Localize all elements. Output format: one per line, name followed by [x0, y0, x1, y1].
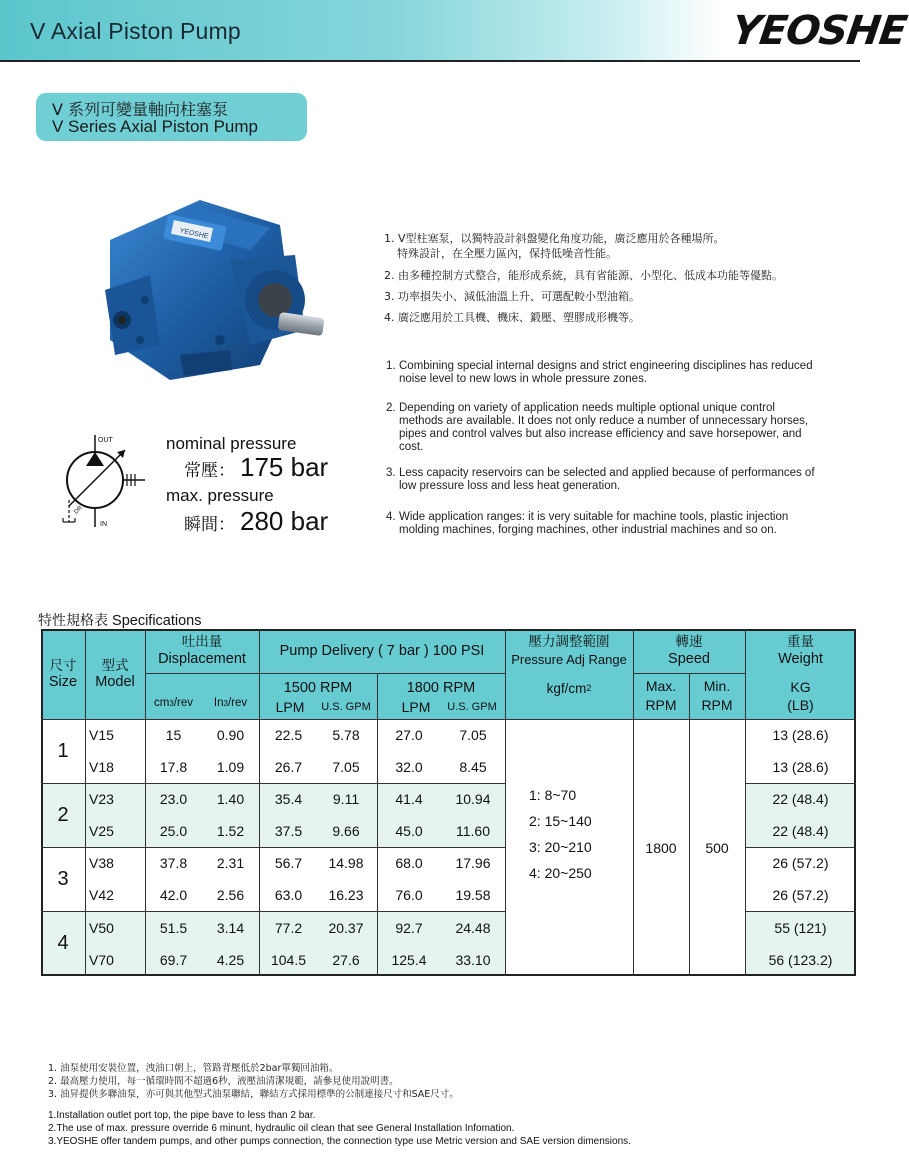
max-pressure-label: max. pressure — [166, 486, 274, 505]
lpm1500-cell: 37.5 — [274, 823, 303, 839]
feature-en-text: Less capacity reservoirs can be selected and applied because of performances of low pressure loss and less heat generation. — [399, 467, 815, 492]
lpm1500-cell: 77.2 — [274, 920, 303, 936]
model-cell: V18 — [89, 759, 114, 775]
header-max-rpm: RPM — [645, 697, 677, 713]
weight-cell: 22 (48.4) — [772, 791, 829, 807]
series-title-zh: V 系列可變量軸向柱塞泵 — [52, 100, 229, 119]
note-en-2: 2.The use of max. pressure override 6 minunt, hydraulic oil clean that see General Installation Infomation. — [48, 1123, 515, 1134]
cm3-cell: 15 — [165, 727, 182, 743]
header-lb: (LB) — [787, 697, 814, 713]
model-cell: V42 — [89, 887, 114, 903]
pump-hydraulic-symbol-icon — [55, 430, 155, 530]
cm3-cell: 37.8 — [159, 855, 188, 871]
col-line-size — [85, 629, 86, 976]
lpm1500-cell: 22.5 — [274, 727, 303, 743]
header-weight-en: Weight — [778, 651, 823, 667]
header-pressure-range — [505, 629, 633, 673]
in3-cell: 1.52 — [216, 823, 245, 839]
series-title-en: V Series Axial Piston Pump — [52, 117, 258, 136]
lpm1500-cell: 35.4 — [274, 791, 303, 807]
header-disp-zh: 吐出量 — [181, 634, 223, 650]
col-line-press — [633, 629, 634, 976]
lpm1500-cell: 26.7 — [274, 759, 303, 775]
feature-zh-4: 4. 廣泛應用於工具機、機床、鍛壓、塑膠成形機等。 — [384, 311, 640, 324]
col-line-delivery — [505, 629, 506, 976]
header-kg: KG — [790, 679, 811, 695]
delivery-sub-line — [259, 673, 505, 674]
gpm1500-cell: 7.05 — [332, 759, 360, 775]
col-line-weight — [745, 629, 746, 976]
gpm1500-cell: 16.23 — [328, 887, 364, 903]
lpm1500-cell: 56.7 — [274, 855, 303, 871]
header-size-zh: 尺寸 — [49, 658, 77, 674]
feature-zh-1b: 特殊設計，在全壓力區內，保持低噪音性能。 — [397, 247, 617, 260]
spec-title-en: Specifications — [112, 613, 202, 629]
pressure-range-item: 4: 20~250 — [529, 865, 592, 881]
band-line-3 — [41, 911, 505, 912]
col-line-model — [145, 629, 146, 976]
speed-max-value: 1800 — [645, 839, 677, 856]
pump-photo — [80, 180, 340, 390]
header-model-zh: 型式 — [101, 658, 129, 674]
header-lpm-1500: LPM — [275, 699, 305, 715]
lpm1800-cell: 32.0 — [395, 759, 423, 775]
feature-zh-2: 2. 由多種控制方式整合，能形成系統，具有省能源、小型化、低成本功能等優點。 — [384, 269, 783, 282]
size-cell: 3 — [57, 867, 69, 890]
header-disp-cm-unit: cm — [154, 697, 170, 709]
symbol-out-label: OUT — [98, 437, 113, 444]
symbol-in-label: IN — [100, 521, 107, 528]
notes-en — [48, 1109, 631, 1148]
size-cell: 2 — [57, 803, 69, 826]
pressure-range-item: 2: 15~140 — [529, 813, 592, 829]
header — [0, 0, 909, 62]
brand-logo: YEOSHE — [728, 8, 909, 54]
header-disp-in-unit: In — [213, 697, 224, 709]
model-cell: V70 — [89, 952, 114, 968]
gpm1800-cell: 11.60 — [456, 823, 490, 839]
header-disp-in-sup: 3 — [223, 698, 228, 708]
band-line-1 — [41, 783, 505, 784]
note-zh-1: 1. 油泵使用安裝位置，洩油口朝上，管路背壓低於2bar單獨回油箱。 — [48, 1063, 339, 1074]
header-weight-unit — [745, 673, 856, 719]
header-disp-cm — [145, 673, 202, 719]
gpm1800-cell: 8.45 — [459, 759, 487, 775]
header-min-text: Min. — [703, 678, 731, 694]
model-cell: V25 — [89, 823, 114, 839]
size-cell: 1 — [57, 739, 69, 762]
note-zh-3: 3. 油昇提供多聯油泵，亦可與其他型式油泵聯結，聯結方式採用標準的公制連接尺寸和SAE尺寸。 — [48, 1089, 459, 1100]
nameplate-text: YEOSHE — [179, 227, 210, 241]
lpm1800-cell: 27.0 — [395, 727, 423, 743]
table-border-bottom — [41, 974, 856, 976]
gpm1800-cell: 10.94 — [455, 791, 491, 807]
lpm1800-cell: 41.4 — [395, 791, 423, 807]
gpm1500-cell: 27.6 — [332, 952, 360, 968]
model-cell: V15 — [89, 727, 114, 743]
lpm1800-cell: 68.0 — [395, 855, 423, 871]
note-zh-2: 2. 最高壓力使用，每一循環時間不超過6秒，液壓油清潔規範，請參見使用說明書。 — [48, 1076, 399, 1087]
header-press-unit-sup: 2 — [586, 683, 592, 693]
cm3-cell: 42.0 — [159, 887, 188, 903]
header-pump-delivery: Pump Delivery ( 7 bar ) 100 PSI — [279, 643, 485, 659]
header-disp-en: Displacement — [158, 651, 246, 667]
table-border-top — [41, 629, 856, 631]
header-speed-en: Speed — [668, 651, 710, 667]
header-bottom-line — [41, 719, 856, 720]
lpm1500-cell: 104.5 — [270, 952, 307, 968]
header-1500rpm: 1500 RPM — [283, 680, 353, 696]
in3-cell: 1.40 — [216, 791, 245, 807]
cm3-cell: 23.0 — [159, 791, 188, 807]
cm3-cell: 17.8 — [159, 759, 188, 775]
weight-cell: 26 (57.2) — [772, 887, 829, 903]
header-weight-zh: 重量 — [787, 634, 814, 650]
header-press-unit — [505, 673, 633, 695]
gpm1800-cell: 33.10 — [455, 952, 491, 968]
gpm1500-cell: 5.78 — [332, 727, 360, 743]
feature-en-num: 4. — [386, 511, 396, 523]
col-line-speed — [689, 673, 690, 976]
feature-zh-1: 1. V型柱塞泵，以獨特設計斜盤變化角度功能，廣泛應用於各種場所。 — [384, 232, 725, 245]
cm3-cell: 25.0 — [159, 823, 188, 839]
header-1800rpm: 1800 RPM — [406, 680, 476, 696]
header-disp-in — [202, 673, 259, 719]
weight-cell: 13 (28.6) — [772, 727, 829, 743]
note-en-3: 3.YEOSHE offer tandem pumps, and other pumps connection, the connection type use Metric version and SAE version dimensions. — [48, 1136, 631, 1147]
lpm1800-cell: 76.0 — [395, 887, 423, 903]
in3-cell: 3.14 — [216, 920, 245, 936]
speed-min-value: 500 — [705, 839, 729, 856]
pressure-range-item: 3: 20~210 — [529, 839, 592, 855]
feature-en-text: Wide application ranges: it is very suitable for machine tools, plastic injection molding machines, forging machines, other industrial machines and so on. — [399, 511, 789, 536]
nominal-pressure-zh: 常壓： — [184, 461, 235, 481]
band-line-2 — [41, 847, 505, 848]
gpm1500-cell: 20.37 — [328, 920, 364, 936]
feature-en-num: 2. — [386, 402, 396, 414]
table-border-right — [854, 629, 856, 976]
table-border-left — [41, 629, 43, 976]
gpm1500-cell: 9.66 — [332, 823, 360, 839]
header-speed-min — [689, 673, 745, 719]
pressure-range-item: 1: 8~70 — [529, 787, 577, 803]
band-line-1b — [745, 783, 856, 784]
band-line-2b — [745, 847, 856, 848]
header-size — [41, 629, 85, 719]
header-min-rpm: RPM — [701, 697, 733, 713]
weight-cell: 26 (57.2) — [772, 855, 829, 871]
gpm1800-cell: 24.48 — [455, 920, 491, 936]
header-displacement — [145, 629, 259, 673]
header-press-unit-text: kgf/cm — [546, 680, 587, 696]
gpm1500-cell: 14.98 — [328, 855, 364, 871]
model-cell: V23 — [89, 791, 114, 807]
in3-cell: 0.90 — [216, 727, 245, 743]
header-divider — [0, 60, 860, 62]
header-max-text: Max. — [645, 678, 677, 694]
weight-cell: 22 (48.4) — [772, 823, 829, 839]
lpm1800-cell: 45.0 — [395, 823, 423, 839]
gpm1800-cell: 17.96 — [455, 855, 491, 871]
lpm1800-cell: 92.7 — [395, 920, 423, 936]
feature-en-num: 3. — [386, 467, 396, 479]
gpm1800-cell: 19.58 — [455, 887, 491, 903]
header-gpm-1500: U.S. GPM — [321, 701, 371, 713]
page-title: V Axial Piston Pump — [30, 18, 241, 44]
weight-cell: 13 (28.6) — [772, 759, 829, 775]
in3-cell: 2.56 — [216, 887, 245, 903]
pressure-range-list — [505, 779, 633, 889]
note-en-1: 1.Installation outlet port top, the pipe bave to less than 2 bar. — [48, 1110, 316, 1121]
header-model-en: Model — [95, 674, 135, 690]
spec-table — [41, 629, 856, 976]
weight-cell: 55 (121) — [774, 920, 827, 936]
header-disp-in-tail: /rev — [227, 697, 248, 709]
header-press-zh: 壓力調整範圍 — [528, 634, 610, 650]
gpm1800-cell: 7.05 — [459, 727, 487, 743]
band-line-3b — [745, 911, 856, 912]
header-speed — [633, 629, 745, 673]
max-pressure-value: 280 bar — [240, 506, 329, 536]
model-cell: V50 — [89, 920, 114, 936]
spec-title — [38, 610, 202, 630]
col-line-1500 — [377, 673, 378, 976]
gpm1500-cell: 9.11 — [332, 791, 360, 807]
feature-en-num: 1. — [386, 360, 396, 372]
size-cell: 4 — [57, 932, 69, 954]
feature-en-text: Combining special internal designs and strict engineering disciplines has reduced noise level to new lows in whole pressure zones. — [399, 360, 813, 385]
notes-zh — [48, 1062, 459, 1101]
header-disp-cm-tail: /rev — [173, 697, 193, 709]
header-speed-max — [633, 673, 689, 719]
nominal-pressure-value: 175 bar — [240, 452, 329, 482]
cm3-cell: 69.7 — [159, 952, 188, 968]
header-size-en: Size — [48, 674, 78, 690]
header-gpm-1800: U.S. GPM — [447, 701, 497, 713]
header-lpm-1800: LPM — [401, 699, 431, 715]
header-speed-zh: 轉速 — [675, 634, 703, 650]
header-model — [85, 629, 145, 719]
header-press-en: Pressure Adj Range — [511, 652, 627, 667]
spec-title-zh: 特性規格表 — [38, 613, 108, 629]
feature-zh-3: 3. 功率損失小、減低油溫上升、可選配較小型油箱。 — [384, 290, 640, 303]
lpm1500-cell: 63.0 — [274, 887, 303, 903]
weight-cell: 56 (123.2) — [768, 952, 833, 968]
header-weight — [745, 629, 856, 673]
feature-en-text: Depending on variety of application needs multiple optional unique control methods are available. It does not only reduce a number of unnecessary horses, pipes and control valves but also increase efficiency and save horsepower, and cost. — [399, 402, 809, 453]
nominal-pressure-label: nominal pressure — [166, 434, 297, 453]
in3-cell: 2.31 — [216, 855, 245, 871]
symbol-dr-label: DR — [73, 505, 84, 516]
header-disp-cm-sup: 3 — [169, 698, 174, 708]
in3-cell: 4.25 — [216, 952, 245, 968]
model-cell: V38 — [89, 855, 114, 871]
max-pressure-zh: 瞬間： — [184, 515, 235, 535]
in3-cell: 1.09 — [216, 759, 245, 775]
lpm1800-cell: 125.4 — [391, 952, 427, 968]
col-line-disp — [259, 629, 260, 976]
cm3-cell: 51.5 — [159, 920, 188, 936]
disp-sub-line — [145, 673, 259, 674]
